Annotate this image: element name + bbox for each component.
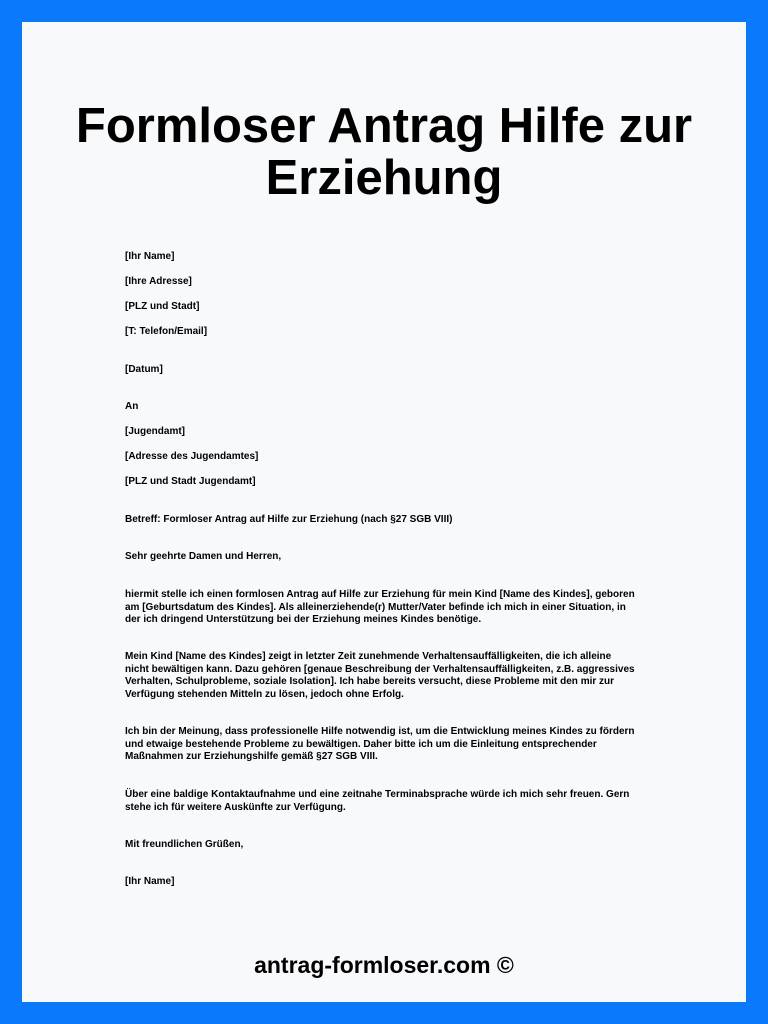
recipient-city: [PLZ und Stadt Jugendamt] [125, 476, 256, 487]
paragraph-1: hiermit stelle ich einen formlosen Antrag auf Hilfe zur Erziehung für mein Kind [Name des Kindes], geboren am [Geburtsdatum des Kindes]. Als alleinerziehende(r) Mutter/Vater befinde ich mich in einer Situation, in der ich dringend Unterstützung bei der Erziehung meines Kindes benötige. [125, 589, 635, 626]
footer-website-link[interactable]: antrag-formloser.com © [254, 952, 514, 978]
sender-address: [Ihre Adresse] [125, 276, 192, 287]
letter-signature: [Ihr Name] [125, 876, 175, 887]
paragraph-4: Über eine baldige Kontaktaufnahme und eine zeitnahe Terminabsprache würde ich mich sehr freuen. Gern stehe ich für weitere Auskünfte zur Verfügung. [125, 789, 630, 813]
letter-salutation: Sehr geehrte Damen und Herren, [125, 551, 282, 562]
sender-city: [PLZ und Stadt] [125, 301, 200, 312]
recipient-to: An [125, 401, 139, 412]
letter-subject: Betreff: Formloser Antrag auf Hilfe zur Erziehung (nach §27 SGB VIII) [125, 514, 453, 525]
paragraph-3: Ich bin der Meinung, dass professionelle Hilfe notwendig ist, um die Entwicklung meines Kindes zu fördern und etwaige bestehende Probleme zu bewältigen. Daher bitte ich um die Einleitung entsprechender Maßnahmen zur Erziehungshilfe gemäß §27 SGB VIII. [125, 726, 635, 763]
recipient-office: [Jugendamt] [125, 426, 185, 437]
letter-date: [Datum] [125, 364, 163, 375]
recipient-address: [Adresse des Jugendamtes] [125, 451, 259, 462]
letter-closing: Mit freundlichen Grüßen, [125, 839, 244, 850]
document-page [22, 22, 746, 1002]
page-title: Formloser Antrag Hilfe zur Erziehung [75, 99, 693, 205]
sender-contact: [T: Telefon/Email] [125, 326, 208, 337]
paragraph-2: Mein Kind [Name des Kindes] zeigt in letzter Zeit zunehmende Verhaltensauffälligkeiten, die ich alleine nicht bewältigen kann. Dazu gehören [genaue Beschreibung der Verhaltensauffälligkeiten, z.B. aggressives Verhalten, Schulprobleme, soziale Isolation]. Ich habe bereits versucht, diese Probleme mit den mir zur Verfügung stehenden Mitteln zu lösen, jedoch ohne Erfolg. [125, 651, 635, 700]
sender-name: [Ihr Name] [125, 251, 175, 262]
